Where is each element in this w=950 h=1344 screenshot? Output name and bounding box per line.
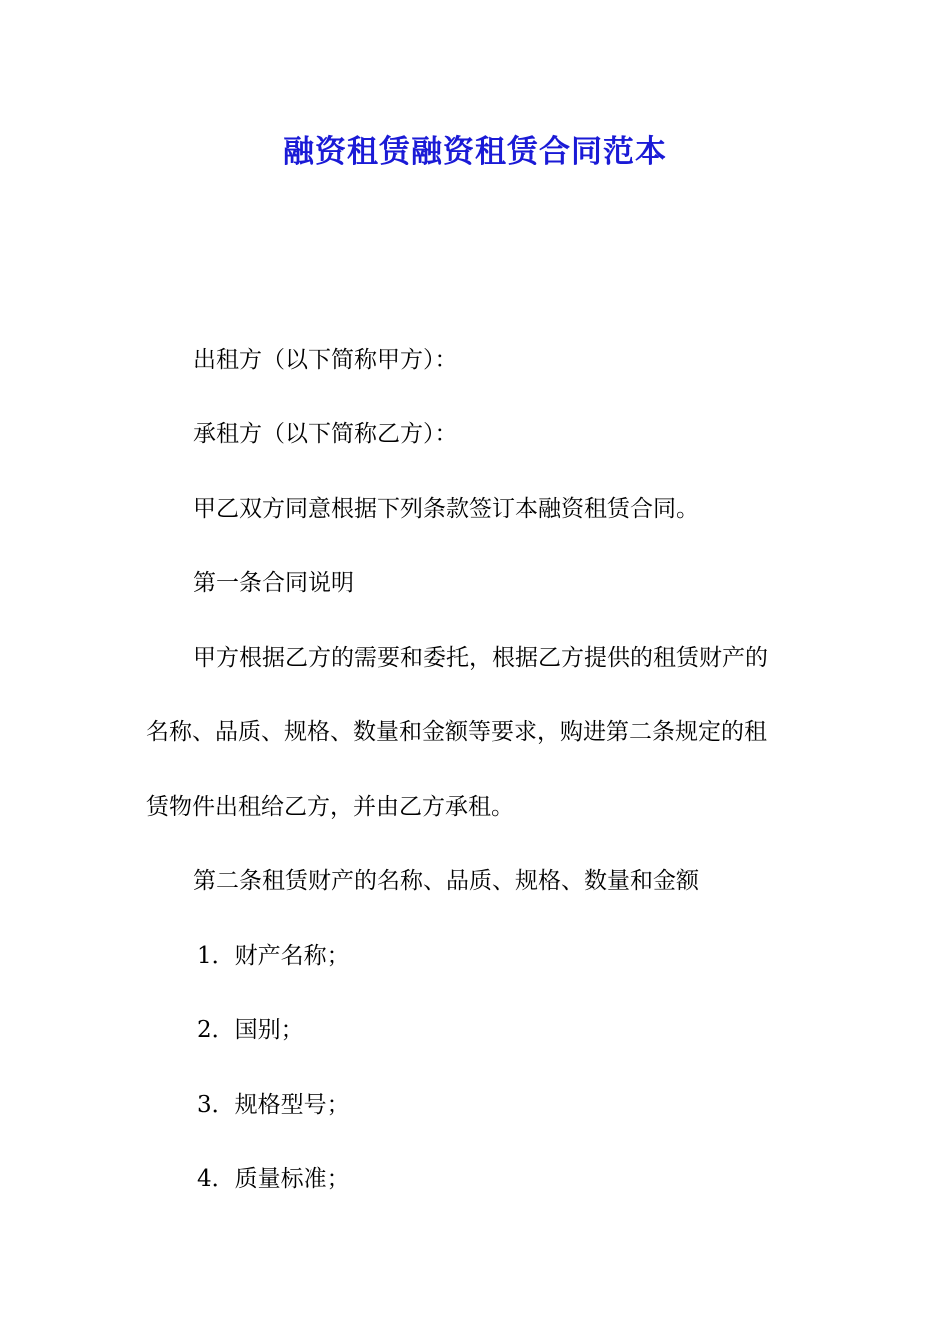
article-2-heading: 第二条租赁财产的名称、品质、规格、数量和金额	[193, 868, 699, 894]
article-1-heading: 第一条合同说明	[193, 570, 354, 596]
list-item: 3．规格型号；	[197, 1092, 350, 1118]
article-1-paragraph-line-1: 甲方根据乙方的需要和委托，根据乙方提供的租赁财产的	[193, 645, 768, 671]
list-item: 4．质量标准；	[197, 1166, 350, 1192]
agreement-line: 甲乙双方同意根据下列条款签订本融资租赁合同。	[193, 496, 699, 522]
article-1-paragraph-line-2: 名称、品质、规格、数量和金额等要求，购进第二条规定的租	[146, 719, 767, 745]
document-title: 融资租赁融资租赁合同范本	[283, 134, 667, 170]
lessor-line: 出租方（以下简称甲方）：	[193, 347, 458, 373]
list-item: 1．财产名称；	[197, 943, 350, 969]
lessee-line: 承租方（以下简称乙方）：	[193, 421, 458, 447]
article-1-paragraph-line-3: 赁物件出租给乙方，并由乙方承租。	[146, 794, 514, 820]
list-item: 2．国别；	[197, 1017, 304, 1043]
